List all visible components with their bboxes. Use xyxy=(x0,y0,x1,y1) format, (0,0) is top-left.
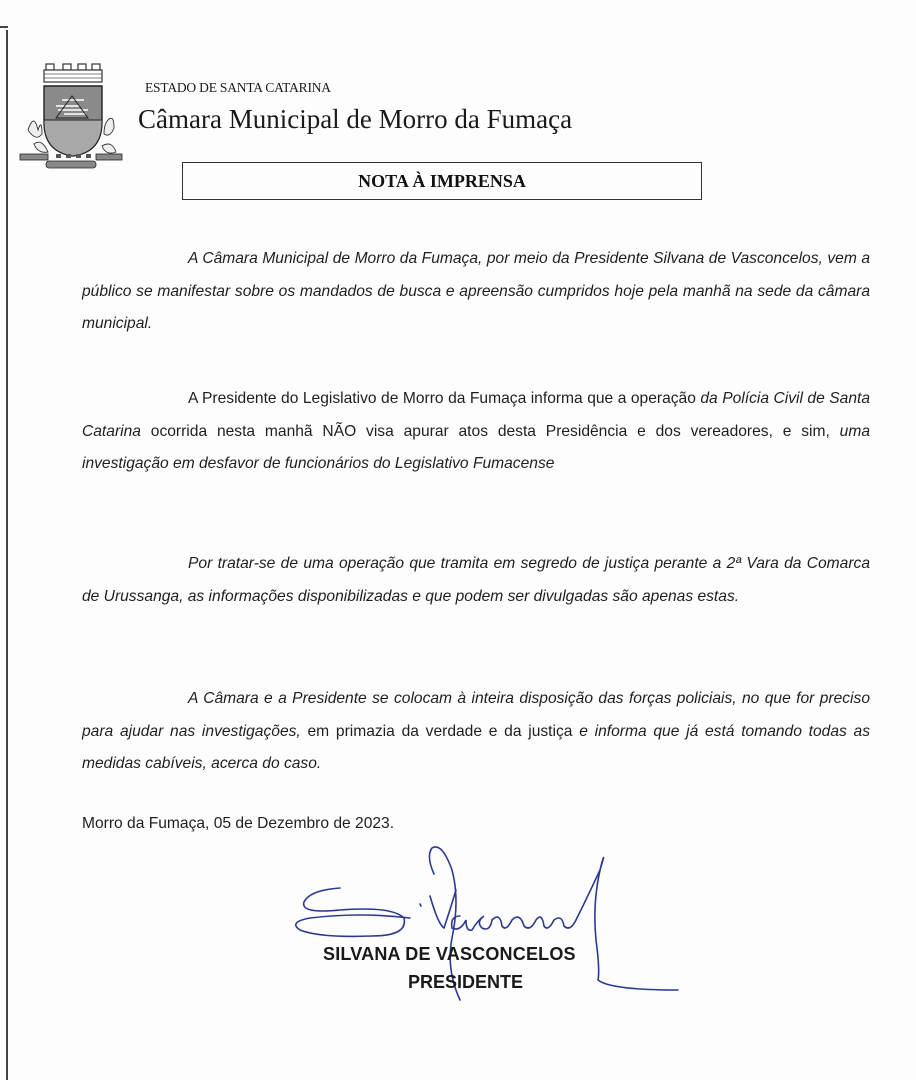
paragraph-text-run: uma investigação em desfavor de funcionários do Legislativo Fumacense xyxy=(82,422,870,472)
paragraph-text-run: da Polícia Civil de Santa Catarina xyxy=(82,390,871,440)
state-name: ESTADO DE SANTA CATARINA xyxy=(145,80,331,95)
institution-name: Câmara Municipal de Morro da Fumaça xyxy=(138,104,573,134)
paragraph-text-run: em primazia da verdade e da justiça xyxy=(300,722,580,740)
handwritten-signature xyxy=(280,840,700,1020)
date-line: Morro da Fumaça, 05 de Dezembro de 2023. xyxy=(82,815,395,832)
paragraph-text-run: A Presidente do Legislativo de Morro da Fumaça informa que a operação xyxy=(188,390,701,407)
paragraph-text-run: A Câmara e a Presidente se colocam à inteira disposição das forças policiais, no que for preciso para ajudar nas investigações, xyxy=(82,690,870,740)
document-title-box xyxy=(182,162,702,200)
signer-name: SILVANA DE VASCONCELOS xyxy=(323,944,576,964)
municipal-coat-of-arms-icon xyxy=(16,60,124,172)
paragraph-text-run: Por tratar-se de uma operação que tramita em segredo de justiça perante a 2ª Vara da Comarca de Urussanga, as informações disponibilizadas e que podem ser divulgadas são apenas estas. xyxy=(82,555,870,605)
paragraph-text-run: A Câmara Municipal de Morro da Fumaça, por meio da Presidente Silvana de Vasconcelos, vem a público se manifestar sobre os mandados de busca e apreensão cumpridos hoje pela manhã na sede da câmara municipal. xyxy=(82,250,870,332)
margin-tick xyxy=(0,26,8,28)
paragraph-4 xyxy=(82,683,870,781)
signature-block xyxy=(280,840,700,1020)
paragraph-text-run: e informa que já está tomando todas as medidas cabíveis, acerca do caso. xyxy=(82,722,870,772)
paragraph-1 xyxy=(82,243,870,341)
document-title: NOTA À IMPRENSA xyxy=(358,170,526,191)
paragraph-text-run: ocorrida nesta manhã NÃO visa apurar atos desta Presidência e dos vereadores, e sim, xyxy=(140,422,840,440)
signer-role: PRESIDENTE xyxy=(408,972,524,992)
paragraph-3 xyxy=(82,548,870,613)
paragraph-2 xyxy=(82,383,870,481)
page-margin-line xyxy=(6,30,8,1080)
